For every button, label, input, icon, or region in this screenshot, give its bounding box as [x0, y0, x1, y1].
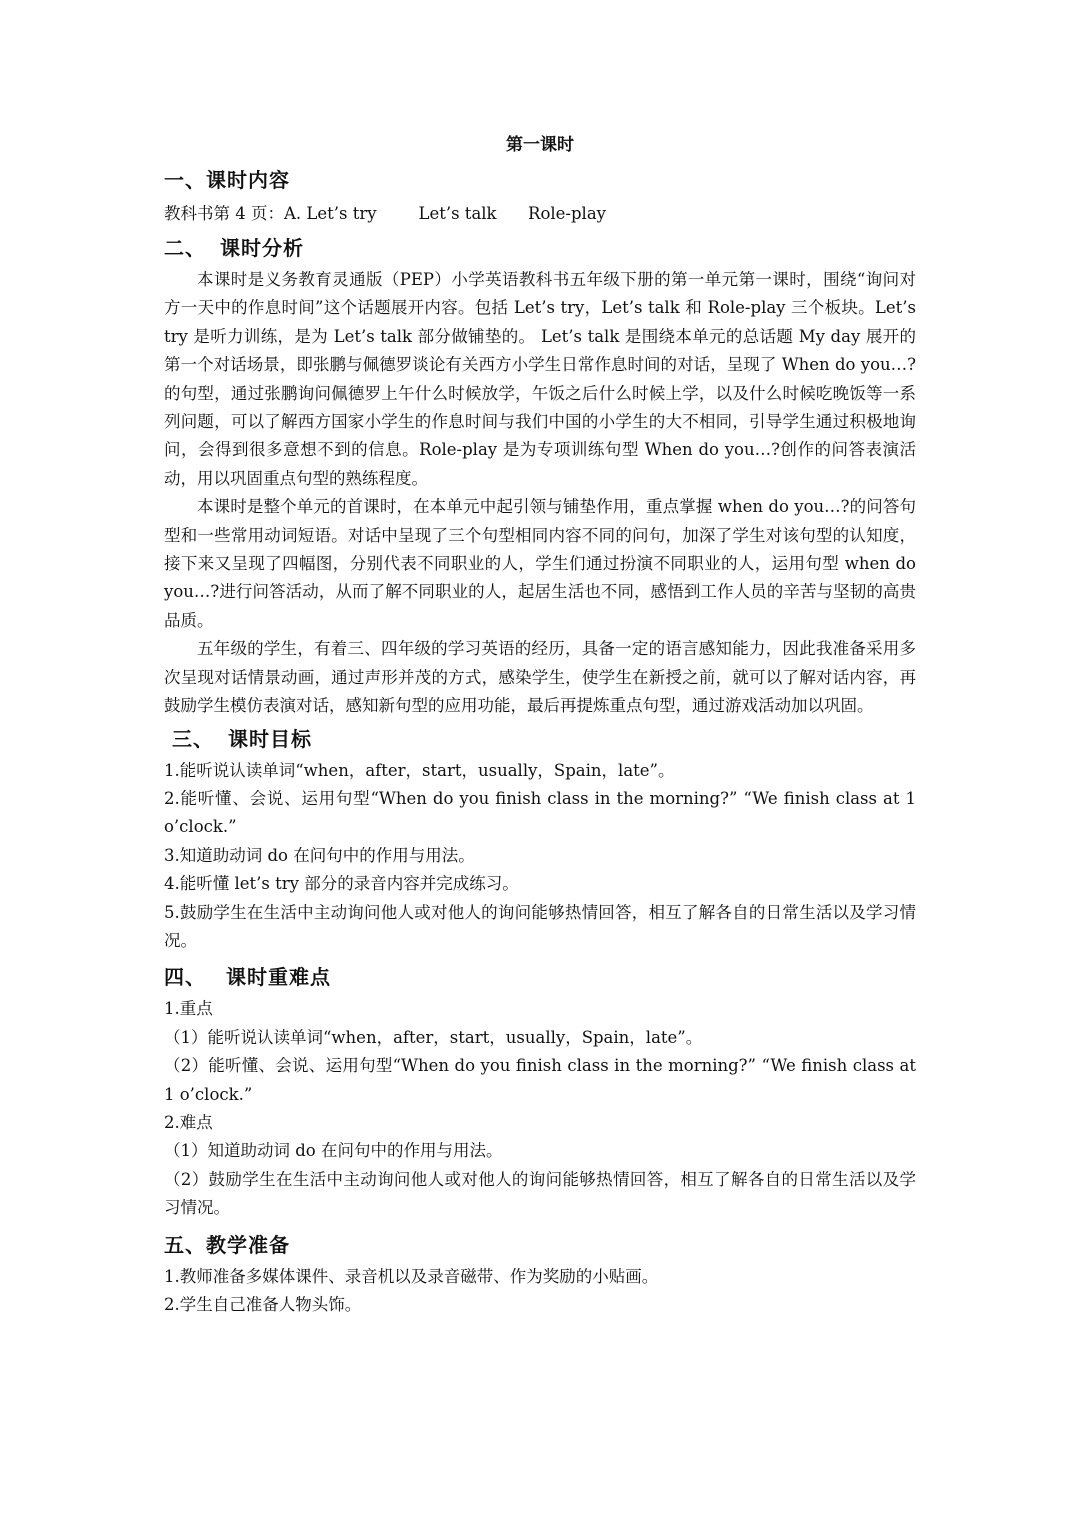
section-1-heading: 一、课时内容: [164, 168, 290, 192]
section-3-heading-text: 课时目标: [220, 726, 312, 751]
analysis-paragraph: 本课时是义务教育灵通版（PEP）小学英语教科书五年级下册的第一单元第一课时，围绕“询问对方一天中的作息时间”这个话题展开内容。包括 Let’s try，Let’s talk 和 Role-play 三个板块。Let’s try 是听力训练，是为 Let’s talk 部分做铺垫的。 Let’s talk 是围绕本单元的总话题 My day 展开的第一个对话场景，即张鹏与佩德罗谈论有关西方小学生日常作息时间的对话，呈现了 When do you…?的句型，通过张鹏询问佩德罗上午什么时候放学，午饭之后什么时候上学，以及什么时候吃晚饭等一系列问题，可以了解西方国家小学生的作息时间与我们中国的小学生的大不相同，引导学生通过积极地询问，会得到很多意想不到的信息。Role-play 是为专项训练句型 When do you…?创作的问答表演活动，用以巩固重点句型的熟练程度。: [164, 270, 916, 488]
preparation-item: 2.学生自己准备人物头饰。: [164, 1295, 362, 1314]
section-1-lesson-line: 教科书第 4 页：A. Let’s try Let’s talk Role-play: [164, 204, 606, 223]
objective-item: 5.鼓励学生在生活中主动询问他人或对他人的询问能够热情回答，相互了解各自的日常生活以及学习情况。: [164, 902, 916, 950]
section-4-heading-number: 四、: [164, 965, 206, 990]
analysis-paragraph: 本课时是整个单元的首课时，在本单元中起引领与铺垫作用，重点掌握 when do you…?的问答句型和一些常用动词短语。对话中呈现了三个句型相同内容不同的问句，加深了学生对该句型的认知度， 接下来又呈现了四幅图，分别代表不同职业的人，学生们通过扮演不同职业的人，运用句型 when do you…?进行问答活动，从而了解不同职业的人，起居生活也不同，感悟到工作人员的辛苦与坚韧的高贵品质。: [164, 497, 916, 630]
section-3-heading-number: 三、: [172, 726, 214, 751]
section-2-heading-text: 课时分析: [212, 236, 304, 260]
section-2-heading-number: 二、: [164, 236, 206, 260]
section-4-heading-text: 课时重难点: [218, 965, 331, 990]
objective-item: 2.能听懂、会说、运用句型“When do you finish class in the morning?” “We finish class at 1 o’clock.”: [164, 788, 916, 837]
key-points-label: 1.重点: [164, 999, 213, 1019]
objective-item: 1.能听说认读单词“when，after，start，usually，Spain，late”。: [164, 760, 675, 780]
preparation-item: 1.教师准备多媒体课件、录音机以及录音磁带、作为奖励的小贴画。: [164, 1266, 659, 1286]
document-body: [164, 128, 916, 1319]
section-5-heading: 五、教学准备: [164, 1232, 290, 1257]
objective-item: 3.知道助动词 do 在问句中的作用与用法。: [164, 845, 475, 865]
objective-item: 4.能听懂 let’s try 部分的录音内容并完成练习。: [164, 874, 519, 894]
key-point-item: （2）能听懂、会说、运用句型“When do you finish class in the morning?” “We finish class at 1 o’clock.”: [164, 1056, 916, 1104]
section-4-heading: [164, 959, 916, 995]
key-point-item: （1）能听说认读单词“when，after，start，usually，Spain，late”。: [164, 1027, 703, 1047]
section-3-heading: [164, 721, 916, 757]
difficult-point-item: （2）鼓励学生在生活中主动询问他人或对他人的询问能够热情回答，相互了解各自的日常生活以及学习情况。: [164, 1169, 916, 1218]
difficult-points-label: 2.难点: [164, 1112, 213, 1132]
section-2-heading: [164, 230, 916, 266]
difficult-point-item: （1）知道助动词 do 在问句中的作用与用法。: [164, 1141, 503, 1161]
page-title: 第一课时: [506, 135, 574, 155]
analysis-paragraph: 五年级的学生，有着三、四年级的学习英语的经历，具备一定的语言感知能力，因此我准备采用多次呈现对话情景动画，通过声形并茂的方式，感染学生，使学生在新授之前，就可以了解对话内容，再鼓励学生模仿表演对话，感知新句型的应用功能，最后再提炼重点句型，通过游戏活动加以巩固。: [164, 639, 916, 716]
